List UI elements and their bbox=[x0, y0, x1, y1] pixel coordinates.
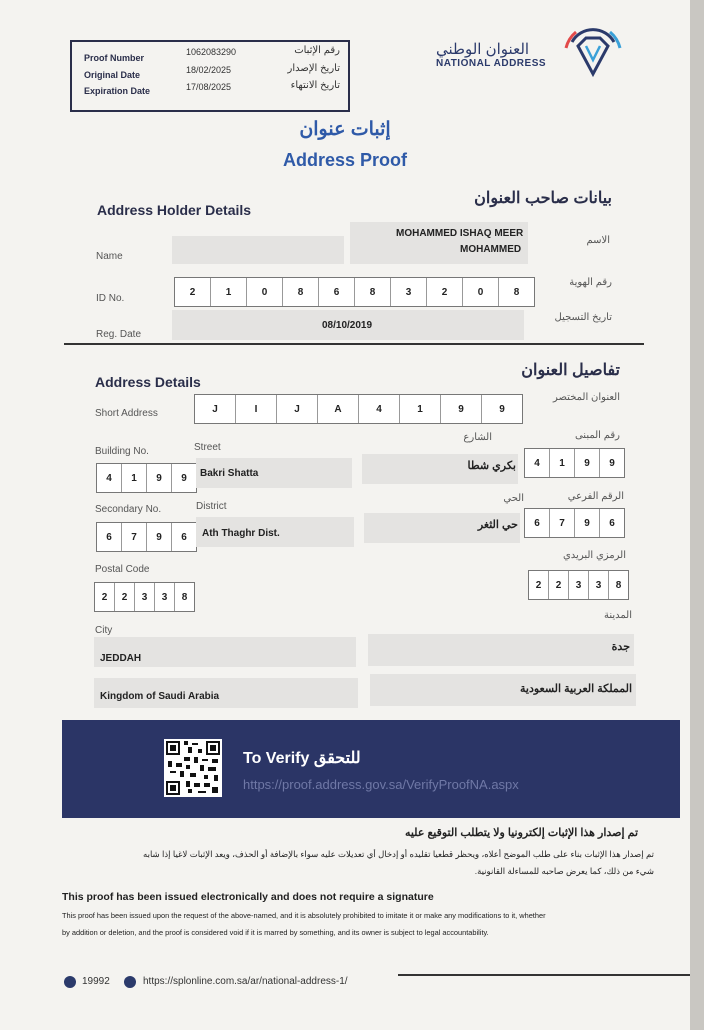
digit-cell: 7 bbox=[550, 509, 575, 537]
reg-date-label-ar: تاريخ التسجيل bbox=[554, 312, 612, 323]
proof-number-label-ar: رقم الإثبات bbox=[294, 45, 340, 56]
building-label-ar: رقم المبنى bbox=[574, 430, 620, 441]
postal-code-label-ar: الرمزي البريدي bbox=[562, 550, 626, 561]
secondary-label: Secondary No. bbox=[95, 504, 162, 515]
footer-line bbox=[398, 974, 690, 976]
globe-icon bbox=[124, 976, 136, 988]
street-label: Street bbox=[194, 442, 221, 453]
digit-cell: 1 bbox=[211, 278, 247, 306]
id-label-ar: رقم الهوية bbox=[569, 277, 612, 288]
expiration-date-label: Expiration Date bbox=[84, 86, 151, 96]
address-heading-en: Address Details bbox=[95, 374, 201, 390]
digit-cell: 3 bbox=[589, 571, 609, 599]
district-value-en: Ath Thaghr Dist. bbox=[202, 528, 280, 539]
district-value-ar: حي الثغر bbox=[477, 519, 518, 531]
section-divider bbox=[64, 343, 644, 345]
digit-cell: 3 bbox=[391, 278, 427, 306]
digit-cell: 3 bbox=[569, 571, 589, 599]
digit-cell: 9 bbox=[441, 395, 482, 423]
digit-cell: 8 bbox=[513, 286, 520, 298]
secondary-number-cells bbox=[96, 522, 197, 552]
id-label: ID No. bbox=[96, 293, 125, 304]
postal-code-label: Postal Code bbox=[95, 564, 150, 575]
expiration-date-value: 17/08/2025 bbox=[186, 82, 232, 92]
digit-cell: 6 bbox=[181, 531, 187, 543]
id-number-cells bbox=[174, 277, 535, 307]
page-title-ar: إثبات عنوان bbox=[299, 119, 391, 140]
notice-body-en-1: This proof has been issued upon the request of the above-named, and it is absolutely prohibited to imitate it or make any modifications to it, whether bbox=[62, 911, 546, 920]
digit-cell: 8 bbox=[615, 579, 622, 591]
digit-cell: 2 bbox=[95, 583, 115, 611]
digit-cell: 9 bbox=[147, 523, 172, 551]
phone-icon bbox=[64, 976, 76, 988]
notice-title-ar: تم إصدار هذا الإثبات إلكترونيا ولا يتطلب التوقيع عليه bbox=[404, 827, 638, 839]
digit-cell: 1 bbox=[400, 395, 441, 423]
digit-cell: 9 bbox=[147, 464, 172, 492]
holder-heading-ar: بيانات صاحب العنوان bbox=[474, 190, 612, 207]
digit-cell: 6 bbox=[525, 509, 550, 537]
logo-text-ar: العنوان الوطني bbox=[436, 41, 530, 58]
digit-cell: 0 bbox=[247, 278, 283, 306]
city-label-ar: المدينة bbox=[603, 610, 632, 621]
secondary-label-ar: الرقم الفرعي bbox=[567, 491, 624, 502]
digit-cell: 2 bbox=[175, 278, 211, 306]
qr-code-icon[interactable] bbox=[164, 739, 222, 797]
digit-cell: 8 bbox=[355, 278, 391, 306]
verify-banner bbox=[62, 720, 680, 818]
secondary-number-cells-ar bbox=[524, 508, 625, 538]
postal-code-cells bbox=[94, 582, 195, 612]
proof-number-label: Proof Number bbox=[84, 53, 145, 63]
digit-cell: I bbox=[236, 395, 277, 423]
footer-url-link[interactable]: https://splonline.com.sa/ar/national-address-1/ bbox=[143, 976, 348, 987]
logo-text-en: NATIONAL ADDRESS bbox=[436, 58, 547, 69]
digit-cell: 6 bbox=[319, 278, 355, 306]
digit-cell: 9 bbox=[609, 457, 615, 469]
digit-cell: 3 bbox=[155, 583, 175, 611]
original-date-value: 18/02/2025 bbox=[186, 65, 232, 75]
digit-cell: 9 bbox=[181, 472, 187, 484]
notice-title-en: This proof has been issued electronically and does not require a signature bbox=[62, 891, 434, 903]
digit-cell: A bbox=[318, 395, 359, 423]
digit-cell: 6 bbox=[97, 523, 122, 551]
national-address-logo-icon bbox=[560, 24, 626, 80]
digit-cell: 0 bbox=[463, 278, 499, 306]
verify-url-link[interactable]: https://proof.address.gov.sa/VerifyProofNA.aspx bbox=[243, 777, 519, 792]
digit-cell: 2 bbox=[529, 571, 549, 599]
building-label: Building No. bbox=[95, 446, 149, 457]
postal-code-cells-ar bbox=[528, 570, 629, 600]
name-label: Name bbox=[96, 251, 123, 262]
reg-date-label: Reg. Date bbox=[96, 329, 142, 340]
digit-cell: 9 bbox=[499, 403, 505, 415]
short-address-label: Short Address bbox=[95, 408, 158, 419]
city-label: City bbox=[95, 625, 113, 636]
digit-cell: 2 bbox=[427, 278, 463, 306]
page-title-en: Address Proof bbox=[282, 150, 408, 170]
street-label-ar: الشارع bbox=[463, 432, 492, 443]
verify-title: To Verify للتحقق bbox=[243, 750, 361, 767]
digit-cell: 8 bbox=[181, 591, 188, 603]
footer-phone: 19992 bbox=[82, 976, 110, 987]
name-label-ar: الاسم bbox=[586, 235, 610, 246]
city-value-ar: جدة bbox=[611, 641, 630, 653]
digit-cell: 7 bbox=[122, 523, 147, 551]
digit-cell: 4 bbox=[97, 464, 122, 492]
city-value-en: JEDDAH bbox=[100, 653, 142, 664]
name-value-line1: MOHAMMED ISHAQ MEER bbox=[396, 228, 524, 239]
digit-cell: 6 bbox=[609, 517, 615, 529]
digit-cell: 2 bbox=[115, 583, 135, 611]
building-number-cells-ar bbox=[524, 448, 625, 478]
name-value-line2: MOHAMMED bbox=[460, 244, 522, 255]
digit-cell: 1 bbox=[550, 449, 575, 477]
country-value-en: Kingdom of Saudi Arabia bbox=[100, 691, 220, 702]
page-edge-shadow bbox=[690, 0, 704, 1030]
notice-body-ar-1: تم إصدار هذا الإثبات بناء على طلب الموضح أعلاه، ويحظر قطعيا تقليده أو إدخال أي تعديلات عليه سواء بالإضافة أو الحذف، ويعد الإثبات لاغيا إذا شابه bbox=[143, 849, 654, 859]
digit-cell: 1 bbox=[122, 464, 147, 492]
name-field-left bbox=[172, 236, 344, 264]
digit-cell: 9 bbox=[575, 449, 600, 477]
digit-cell: 2 bbox=[549, 571, 569, 599]
building-number-cells bbox=[96, 463, 197, 493]
street-value-en: Bakri Shatta bbox=[200, 468, 259, 479]
district-label: District bbox=[196, 501, 227, 512]
address-heading-ar: تفاصيل العنوان bbox=[521, 362, 620, 379]
expiration-date-label-ar: تاريخ الانتهاء bbox=[290, 80, 340, 91]
digit-cell: 9 bbox=[575, 509, 600, 537]
district-label-ar: الحي bbox=[503, 493, 524, 504]
country-value-ar: المملكة العربية السعودية bbox=[520, 683, 632, 695]
notice-body-ar-2: شيء من ذلك، كما يعرض صاحبه للمساءلة القانونية. bbox=[474, 866, 654, 876]
digit-cell: 3 bbox=[135, 583, 155, 611]
short-address-cells bbox=[194, 394, 523, 424]
street-value-ar: بكري شطا bbox=[467, 460, 516, 472]
proof-number-value: 1062083290 bbox=[186, 47, 237, 57]
notice-body-en-2: by addition or deletion, and the proof is considered void if it is marred by something, and its owner is subject to legal accountability. bbox=[62, 928, 489, 937]
short-address-label-ar: العنوان المختصر bbox=[552, 392, 620, 403]
digit-cell: 4 bbox=[359, 395, 400, 423]
holder-heading-en: Address Holder Details bbox=[97, 202, 252, 218]
digit-cell: J bbox=[195, 395, 236, 423]
reg-date-value: 08/10/2019 bbox=[322, 320, 373, 331]
digit-cell: 8 bbox=[283, 278, 319, 306]
original-date-label-ar: تاريخ الإصدار bbox=[287, 63, 340, 74]
digit-cell: J bbox=[277, 395, 318, 423]
original-date-label: Original Date bbox=[84, 70, 141, 80]
digit-cell: 4 bbox=[525, 449, 550, 477]
